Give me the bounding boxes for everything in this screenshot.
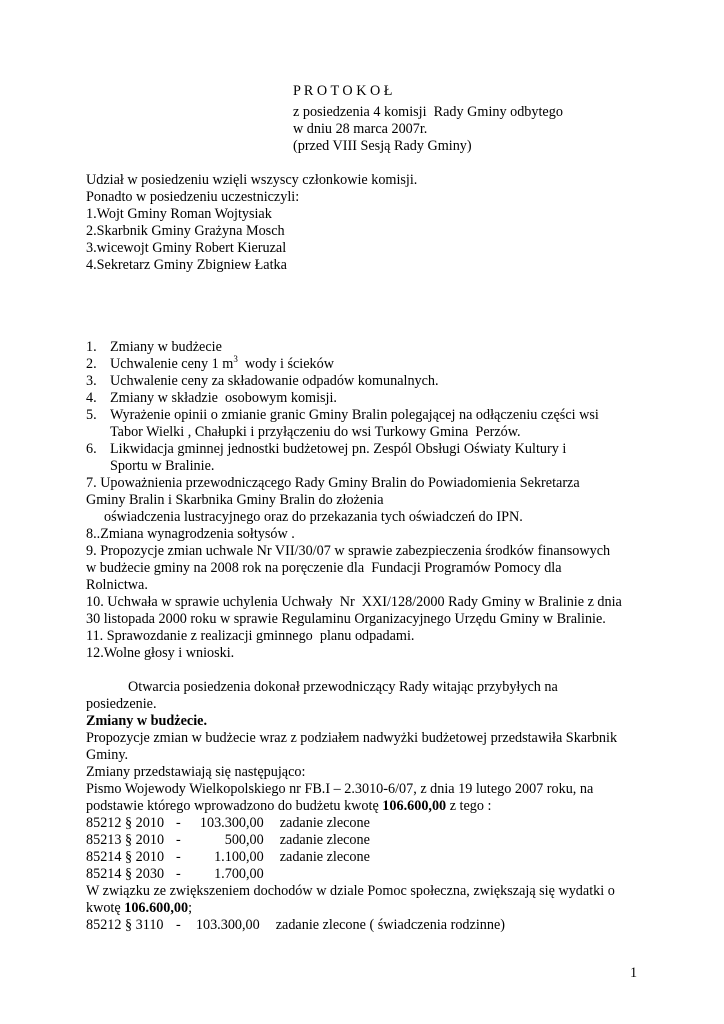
agenda-item-7-line-1: 7. Upoważnienia przewodniczącego Rady Gminy Bralin do Powiadomienia Sekretarza <box>86 475 580 491</box>
paragraph-4-line-1: W związku ze zwiększeniem dochodów w dziale Pomoc społeczna, zwiększają się wydatki o <box>86 883 615 899</box>
agenda-item-text: Wyrażenie opinii o zmianie granic Gminy Bralin polegającej na odłączeniu części wsi <box>110 407 599 423</box>
budget-row <box>86 917 505 934</box>
agenda-item-text-after: wody i ścieków <box>237 356 334 372</box>
budget-dash: - <box>176 866 181 882</box>
opening-line-1: Otwarcia posiedzenia dokonał przewodniczący Rady witając przybyłych na <box>128 679 558 695</box>
opening-line-2: posiedzenie. <box>86 696 157 712</box>
budget-row <box>86 832 370 849</box>
agenda-item-5 <box>86 407 599 424</box>
agenda-item-6-continuation: Sportu w Bralinie. <box>110 458 215 474</box>
attendee-4: 4.Sekretarz Gminy Zbigniew Łatka <box>86 257 287 273</box>
agenda-item-number: 6. <box>86 441 97 457</box>
agenda-item-8: 8..Zmiana wynagrodzenia sołtysów . <box>86 526 295 542</box>
attendance-line-1: Udział w posiedzeniu wzięli wszyscy członkowie komisji. <box>86 172 418 188</box>
budget-code: 85214 § 2030 <box>86 866 165 882</box>
budget-row <box>86 866 280 883</box>
paragraph-text: kwotę <box>86 900 125 916</box>
budget-dash: - <box>176 832 181 848</box>
budget-code: 85212 § 3110 <box>86 917 164 933</box>
paragraph-2: Zmiany przedstawiają się następująco: <box>86 764 306 780</box>
agenda-item-6 <box>86 441 566 458</box>
agenda-item-text: Uchwalenie ceny za składowanie odpadów komunalnych. <box>110 373 439 389</box>
budget-row <box>86 815 370 832</box>
superscript: 3 <box>233 354 238 364</box>
budget-amount: 1.100,00 <box>214 849 264 865</box>
agenda-item-3 <box>86 373 439 390</box>
agenda-item-9-line-2: w budżecie gminy na 2008 rok na poręczenie dla Fundacji Programów Pomocy dla <box>86 560 562 576</box>
paragraph-4-line-2 <box>86 900 192 917</box>
agenda-item-7-line-3: oświadczenia lustracyjnego oraz do przekazania tych oświadczeń do IPN. <box>104 509 523 525</box>
budget-amount: 103.300,00 <box>195 917 260 933</box>
budget-note: zadanie zlecone <box>279 815 370 831</box>
section-title: Zmiany w budżecie. <box>86 713 207 729</box>
budget-code: 85214 § 2010 <box>86 849 165 865</box>
attendance-line-2: Ponadto w posiedzeniu uczestniczyli: <box>86 189 300 205</box>
budget-note: zadanie zlecone ( świadczenia rodzinne) <box>275 917 505 933</box>
protocol-title: P R O T O K O Ł <box>293 83 393 99</box>
agenda-item-text: Uchwalenie ceny 1 m <box>110 356 234 372</box>
agenda-item-number: 5. <box>86 407 97 423</box>
budget-note: zadanie zlecone <box>279 849 370 865</box>
attendee-3: 3.wicewojt Gminy Robert Kieruzal <box>86 240 287 256</box>
paragraph-text: ; <box>188 900 193 916</box>
attendee-1: 1.Wojt Gminy Roman Wojtysiak <box>86 206 272 222</box>
budget-code: 85213 § 2010 <box>86 832 165 848</box>
agenda-item-9-line-3: Rolnictwa. <box>86 577 148 593</box>
agenda-item-11: 11. Sprawozdanie z realizacji gminnego planu odpadami. <box>86 628 415 644</box>
agenda-item-5-continuation: Tabor Wielki , Chałupki i przyłączeniu do wsi Turkowy Gmina Perzów. <box>110 424 521 440</box>
paragraph-text: z tego : <box>446 798 492 814</box>
agenda-item-9-line-1: 9. Propozycje zmian uchwale Nr VII/30/07 w sprawie zabezpieczenia środków finansowych <box>86 543 611 559</box>
budget-amount: 103.300,00 <box>199 815 264 831</box>
agenda-item-10-line-2: 30 listopada 2000 roku w sprawie Regulaminu Organizacyjnego Urzędu Gminy w Bralinie. <box>86 611 606 627</box>
budget-amount: 1.700,00 <box>214 866 264 882</box>
agenda-item-2 <box>86 356 334 373</box>
paragraph-text: podstawie którego wprowadzono do budżetu kwotę <box>86 798 383 814</box>
agenda-item-text: Zmiany w budżecie <box>110 339 222 355</box>
agenda-item-number: 2. <box>86 356 97 372</box>
paragraph-3-line-1: Pismo Wojewody Wielkopolskiego nr FB.I – 2.3010-6/07, z dnia 19 lutego 2007 roku, na <box>86 781 594 797</box>
budget-row <box>86 849 370 866</box>
agenda-item-12: 12.Wolne głosy i wnioski. <box>86 645 235 661</box>
budget-dash: - <box>176 849 181 865</box>
agenda-item-number: 4. <box>86 390 97 406</box>
amount-bold: 106.600,00 <box>124 900 189 916</box>
amount-bold: 106.600,00 <box>382 798 447 814</box>
budget-dash: - <box>176 917 181 933</box>
paragraph-3-line-2 <box>86 798 491 815</box>
budget-code: 85212 § 2010 <box>86 815 165 831</box>
header-line-3: (przed VIII Sesją Rady Gminy) <box>293 138 472 154</box>
budget-note: zadanie zlecone <box>279 832 370 848</box>
header-line-2: w dniu 28 marca 2007r. <box>293 121 428 137</box>
agenda-item-text: Likwidacja gminnej jednostki budżetowej pn. Zespól Obsługi Oświaty Kultury i <box>110 441 567 457</box>
agenda-item-number: 1. <box>86 339 97 355</box>
header-line-1: z posiedzenia 4 komisji Rady Gminy odbytego <box>293 104 563 120</box>
page-number: 1 <box>630 965 638 981</box>
budget-amount: 500,00 <box>224 832 264 848</box>
paragraph-1-line-1: Propozycje zmian w budżecie wraz z podziałem nadwyżki budżetowej przedstawiła Skarbnik <box>86 730 618 746</box>
paragraph-1-line-2: Gminy. <box>86 747 129 763</box>
agenda-item-7-line-2: Gminy Bralin i Skarbnika Gminy Bralin do złożenia <box>86 492 384 508</box>
agenda-item-4 <box>86 390 337 407</box>
attendee-2: 2.Skarbnik Gminy Grażyna Mosch <box>86 223 285 239</box>
agenda-item-1 <box>86 339 222 356</box>
agenda-item-number: 3. <box>86 373 97 389</box>
agenda-item-10-line-1: 10. Uchwała w sprawie uchylenia Uchwały Nr XXI/128/2000 Rady Gminy w Bralinie z dnia <box>86 594 622 610</box>
budget-dash: - <box>176 815 181 831</box>
agenda-item-text: Zmiany w składzie osobowym komisji. <box>110 390 337 406</box>
